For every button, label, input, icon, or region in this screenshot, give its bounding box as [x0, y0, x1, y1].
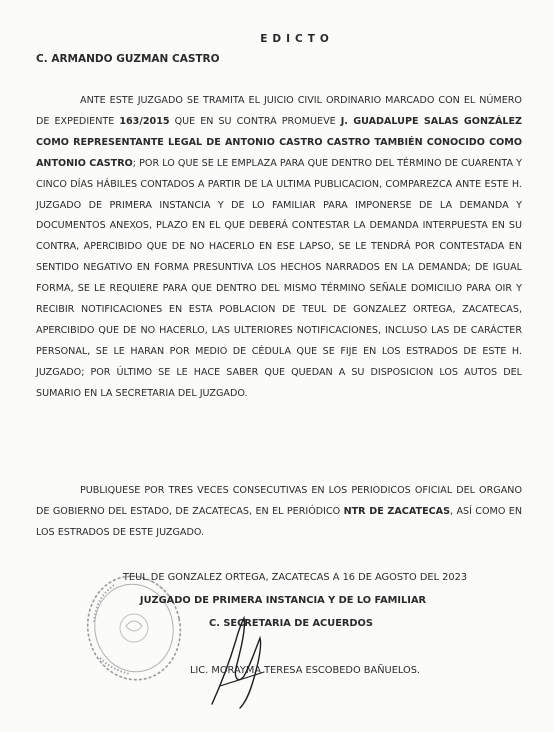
case-number: 163/2015 [119, 115, 170, 127]
p2-text-2: , ASÍ COMO EN LOS ESTRADOS DE ESTE JUZGADO. [36, 505, 523, 538]
p1-text-2: QUE EN SU CONTRA PROMUEVE [169, 115, 341, 127]
signer-name: LIC. MORAYMA TERESA ESCOBEDO BAÑUELOS. [189, 665, 421, 676]
p1-text-1: ANTE ESTE JUZGADO SE TRAMITA EL JUICIO CIVIL ORDINARIO MARCADO CON EL NÚMERO DE EXPEDIENTE [36, 95, 522, 127]
p2-text-1: PUBLIQUESE POR TRES VECES CONSECUTIVAS EN LOS PERIODICOS OFICIAL DEL ORGANO DE GOBIERNO DEL ESTADO, DE ZACATECAS, EN EL PERIÓDICO [36, 485, 522, 517]
handwritten-signature [200, 612, 280, 712]
court-name: JUZGADO DE PRIMERA INSTANCIA Y DE LO FAMILIAR [139, 595, 427, 606]
newspaper-name: NTR DE ZACATECAS [343, 505, 451, 517]
addressee-name: C. ARMANDO GUZMAN CASTRO [36, 53, 220, 65]
document-title: EDICTO [260, 33, 334, 45]
body-paragraph-1 [36, 91, 522, 405]
plaintiff-name: J. GUADALUPE SALAS GONZÁLEZ COMO REPRESENTANTE LEGAL DE ANTONIO CASTRO CASTRO TAMBIÉN CONOCIDO COMO ANTONIO CASTRO [36, 115, 522, 169]
body-paragraph-2 [36, 481, 522, 544]
secretary-title: C. SECRETARIA DE ACUERDOS [209, 618, 373, 629]
place-and-date: TEUL DE GONZALEZ ORTEGA, ZACATECAS A 16 DE AGOSTO DEL 2023 [122, 572, 468, 583]
p1-text-3: ; POR LO QUE SE LE EMPLAZA PARA QUE DENTRO DEL TÉRMINO DE CUARENTA Y CINCO DÍAS HÁBILES CONTADOS A PARTIR DE LA ULTIMA PUBLICACION, COMPAREZCA ANTE ESTE H. JUZGADO DE PRIMERA INSTANCIA Y DE LO FAMILIAR PARA IMPONERSE DE LA DEMANDA Y DOCUMENTOS ANEXOS, PLAZO EN EL QUE DEBERÁ CONTESTAR LA DEMANDA INTERPUESTA EN SU CONTRA, APERCIBIDO QUE DE NO HACERLO EN ESE LAPSO, SE LE TENDRÁ POR CONTESTADA EN SENTIDO NEGATIVO EN FORMA PRESUNTIVA LOS HECHOS NARRADOS EN LA DEMANDA; DE IGUAL FORMA, SE LE REQUIERE PARA QUE DENTRO DEL MISMO TÉRMINO SEÑALE DOMICILIO PARA OIR Y RECIBIR NOTIFICACIONES EN ESTA POBLACION DE TEUL DE GONZALEZ ORTEGA, ZACATECAS, APERCIBIDO QUE DE NO HACERLO, LAS ULTERIORES NOTIFICACIONES, INCLUSO LAS DE CARÁCTER PERSONAL, SE LE HARAN POR MEDIO DE CÉDULA QUE SE FIJE EN LOS ESTRADOS DE ESTE H. JUZGADO; POR ÚLTIMO SE LE HACE SABER QUE QUEDAN A SU DISPOSICION LOS AUTOS DEL SUMARIO EN LA SECRETARIA DEL JUZGADO. [36, 157, 522, 399]
